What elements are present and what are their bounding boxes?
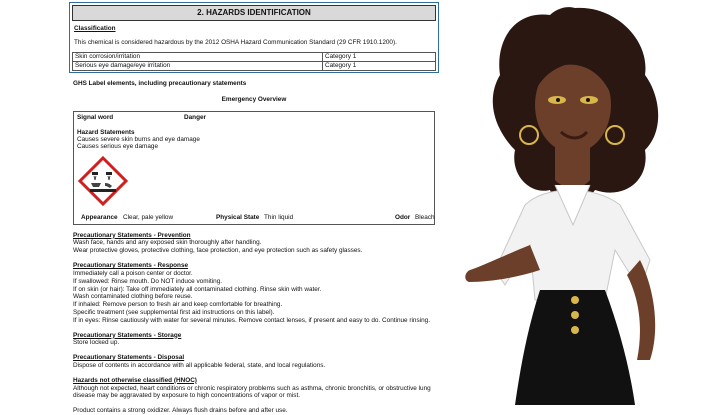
response-line: Immediately call a poison center or doctor. bbox=[73, 269, 193, 277]
hazard-statement: Causes serious eye damage bbox=[77, 142, 158, 150]
storage-block bbox=[73, 332, 439, 348]
signal-word-label: Signal word bbox=[77, 113, 114, 121]
hazard-cell: Serious eye damage/eye irritation bbox=[73, 62, 323, 71]
response-title: Precautionary Statements - Response bbox=[73, 262, 189, 270]
disposal-line: Dispose of contents in accordance with all applicable federal, state, and local regulations. bbox=[73, 362, 326, 369]
disposal-title: Precautionary Statements - Disposal bbox=[73, 354, 185, 362]
hazard-cell: Skin corrosion/irritation bbox=[73, 53, 323, 62]
button-dot bbox=[571, 296, 579, 304]
response-line: If inhaled: Remove person to fresh air and keep comfortable for breathing. bbox=[73, 301, 283, 309]
appearance-label: Appearance bbox=[81, 213, 118, 221]
button-dot bbox=[571, 326, 579, 334]
emergency-overview-title: Emergency Overview bbox=[221, 95, 287, 103]
disposal-block bbox=[73, 354, 439, 370]
classification-section bbox=[69, 2, 439, 73]
ghs-heading: GHS Label elements, including precautionary statements bbox=[73, 80, 247, 87]
prevention-line: Wear protective gloves, protective clothing, face protection, and eye protection such as safety glasses. bbox=[73, 247, 363, 255]
right-arm bbox=[627, 260, 655, 360]
category-cell: Category 1 bbox=[323, 53, 436, 62]
table-row bbox=[73, 62, 436, 71]
prevention-line: Wash face, hands and any exposed skin thoroughly after handling. bbox=[73, 239, 262, 247]
hazard-statement: Causes severe skin burns and eye damage bbox=[77, 135, 200, 143]
corrosion-pictogram-icon bbox=[78, 156, 128, 206]
skirt bbox=[515, 290, 635, 405]
response-line: If swallowed: Rinse mouth. Do NOT induce vomiting. bbox=[73, 277, 223, 285]
response-line: Specific treatment (see supplemental first aid instructions on this label). bbox=[73, 308, 275, 316]
signal-word: Danger bbox=[184, 113, 207, 121]
hnoc-title: Hazards not otherwise classified (HNOC) bbox=[73, 376, 197, 384]
presenter-avatar bbox=[455, 0, 720, 405]
odor-value: Bleach bbox=[415, 213, 435, 221]
sds-document bbox=[69, 0, 439, 415]
prevention-title: Precautionary Statements - Prevention bbox=[73, 231, 191, 239]
pointing-arm bbox=[465, 245, 540, 282]
classification-statement: This chemical is considered hazardous by the 2012 OSHA Hazard Communication Standard (29 CFR 1910.1200). bbox=[74, 38, 397, 46]
hnoc-line: disease may be aggravated by exposure to high concentrations of vapor or mist. bbox=[73, 392, 300, 400]
left-pupil bbox=[556, 98, 560, 102]
button-dot bbox=[571, 311, 579, 319]
hnoc-block bbox=[73, 377, 439, 400]
response-line: Wash contaminated clothing before reuse. bbox=[73, 293, 193, 301]
footer-line: Product contains a strong oxidizer. Always flush drains before and after use. bbox=[73, 407, 288, 415]
section-title: 2. HAZARDS IDENTIFICATION bbox=[72, 5, 436, 21]
right-pupil bbox=[586, 98, 590, 102]
response-block bbox=[73, 262, 439, 325]
hnoc-line: Although not expected, heart conditions or chronic respiratory problems such as asthma, chronic bronchitis, or obstructive lung bbox=[73, 384, 431, 392]
prevention-block bbox=[73, 232, 439, 255]
table-row bbox=[73, 53, 436, 62]
response-line: If on skin (or hair): Take off immediately all contaminated clothing. Rinse skin with water. bbox=[73, 285, 322, 293]
storage-line: Store locked up. bbox=[73, 339, 120, 347]
hazard-statements-label: Hazard Statements bbox=[77, 128, 135, 136]
category-cell: Category 1 bbox=[323, 62, 436, 71]
response-line: If in eyes: Rinse cautiously with water for several minutes. Remove contact lenses, if present and easy to do. Continue rinsing. bbox=[73, 316, 430, 324]
emergency-overview-box bbox=[73, 111, 435, 225]
classification-table bbox=[72, 52, 436, 71]
physical-state-label: Physical State bbox=[216, 213, 260, 221]
storage-title: Precautionary Statements - Storage bbox=[73, 331, 182, 339]
odor-label: Odor bbox=[395, 213, 411, 221]
classification-heading: Classification bbox=[74, 24, 116, 32]
appearance-value: Clear, pale yellow bbox=[123, 213, 174, 221]
physical-state-value: Thin liquid bbox=[264, 213, 294, 221]
